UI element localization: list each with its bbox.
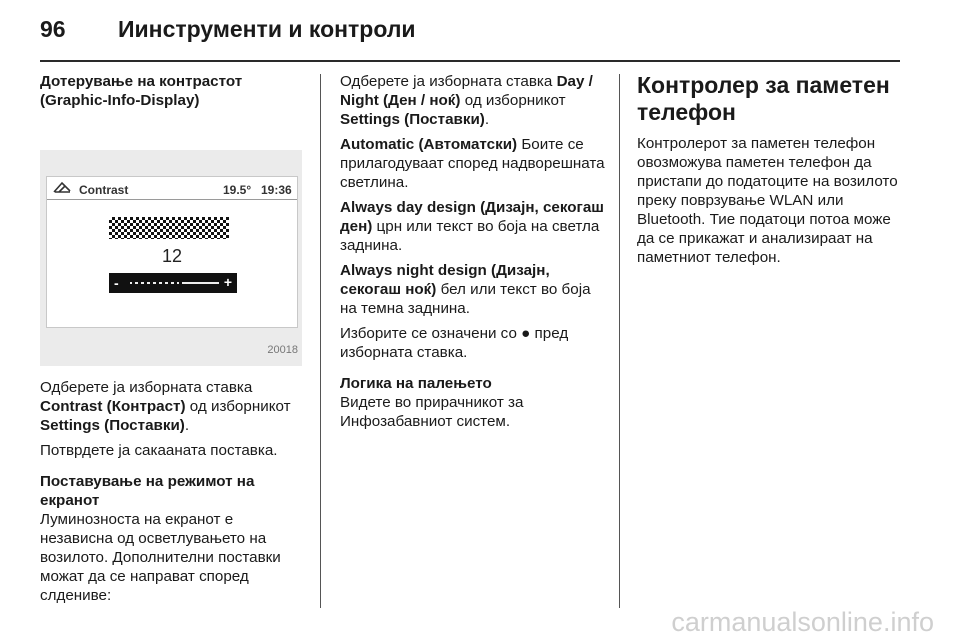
option-night-design [340,261,606,318]
option-label: Always day design (Дизајн, секогаш ден) [340,199,604,235]
contrast-test-pattern [109,217,229,239]
section-heading-display-mode: Поставување на режимот на екранот [40,473,255,509]
contrast-icon [53,180,71,194]
option-text: црн или текст во боја на светла заднина. [340,218,600,254]
paragraph-selection-marker [340,324,606,362]
menu-settings: Settings (Поставки) [340,111,485,128]
option-automatic [340,135,606,192]
display-screen [46,176,298,328]
minus-icon: - [114,275,119,291]
text-run: пред изборната ставка. [340,325,569,361]
text-run: . [484,111,490,128]
text-run: од изборникот [460,92,566,109]
contrast-figure [40,150,302,366]
option-label: Always night design (Дизајн, секогаш ноќ) [340,262,550,298]
clock-readout: 19:36 [261,183,292,197]
display-title: Contrast [79,183,129,197]
paragraph-luminosity: Луминозноста на екранот е независна од осветлувањето на возилото. Дополнителни поставки можат да се направат според слдениве: [40,511,281,604]
contrast-value: 12 [161,246,183,266]
text-run: Одберете ја изборната ставка [340,73,557,90]
temperature-readout: 19.5° [223,183,252,197]
plus-icon: + [223,274,232,290]
text-run: од изборникот [185,398,291,415]
paragraph-confirm: Потврдете ја сакаaната поставка. [40,442,278,459]
watermark: carmanualsonline.info [671,607,934,637]
display-title-bar [47,177,297,200]
option-text: бел или текст во боја на темна заднина. [340,281,591,317]
column-divider-2 [619,74,620,608]
paragraph-smartphone: Контролерот за паметен телефон овозможува паметен телефон да пристапи до податоците на возилото преку поврзување WLAN или Bluetooth. Тие податоци потоа може да се прикажат и анализираат на паметниот телефон. [637,135,898,266]
column-2 [340,72,606,437]
chapter-title: Иинструменти и контроли [118,16,416,42]
slider-fill [127,281,182,284]
menu-settings: Settings (Поставки) [40,417,185,434]
figure-code: 20018 [267,344,298,356]
text-run: . [184,417,190,434]
option-label: Automatic (Автоматски) [340,136,518,153]
column-3 [637,72,903,273]
text-run: Одберете ја изборната ставка [40,379,253,396]
slider-track [127,282,219,284]
contrast-slider [109,273,237,293]
paragraph-select-contrast [40,378,308,435]
header-rule [40,60,900,62]
text-run: Изборите се означени со [340,325,522,342]
section-heading-contrast: Дотерување на контрастот (Graphic-Info-Display) [40,73,243,109]
paragraph-ignition: Видете во прирачникот за Инфозабавниот систем. [340,394,524,430]
page-header [40,16,900,56]
bullet-icon: ● [521,325,531,342]
column-1 [40,72,308,611]
section-heading-smartphone: Контролер за паметен телефон [637,72,890,125]
option-day-design [340,198,606,255]
menu-item-contrast: Contrast (Контраст) [40,398,186,415]
page-number: 96 [40,16,66,42]
section-heading-ignition: Логика на палењето [340,375,492,392]
column-divider-1 [320,74,321,608]
option-text: Боите се прилагодуваат според надворешната светлина. [340,136,605,191]
menu-item-day-night: Day / Night (Ден / ноќ) [340,73,593,109]
paragraph-select-day-night [340,72,606,129]
